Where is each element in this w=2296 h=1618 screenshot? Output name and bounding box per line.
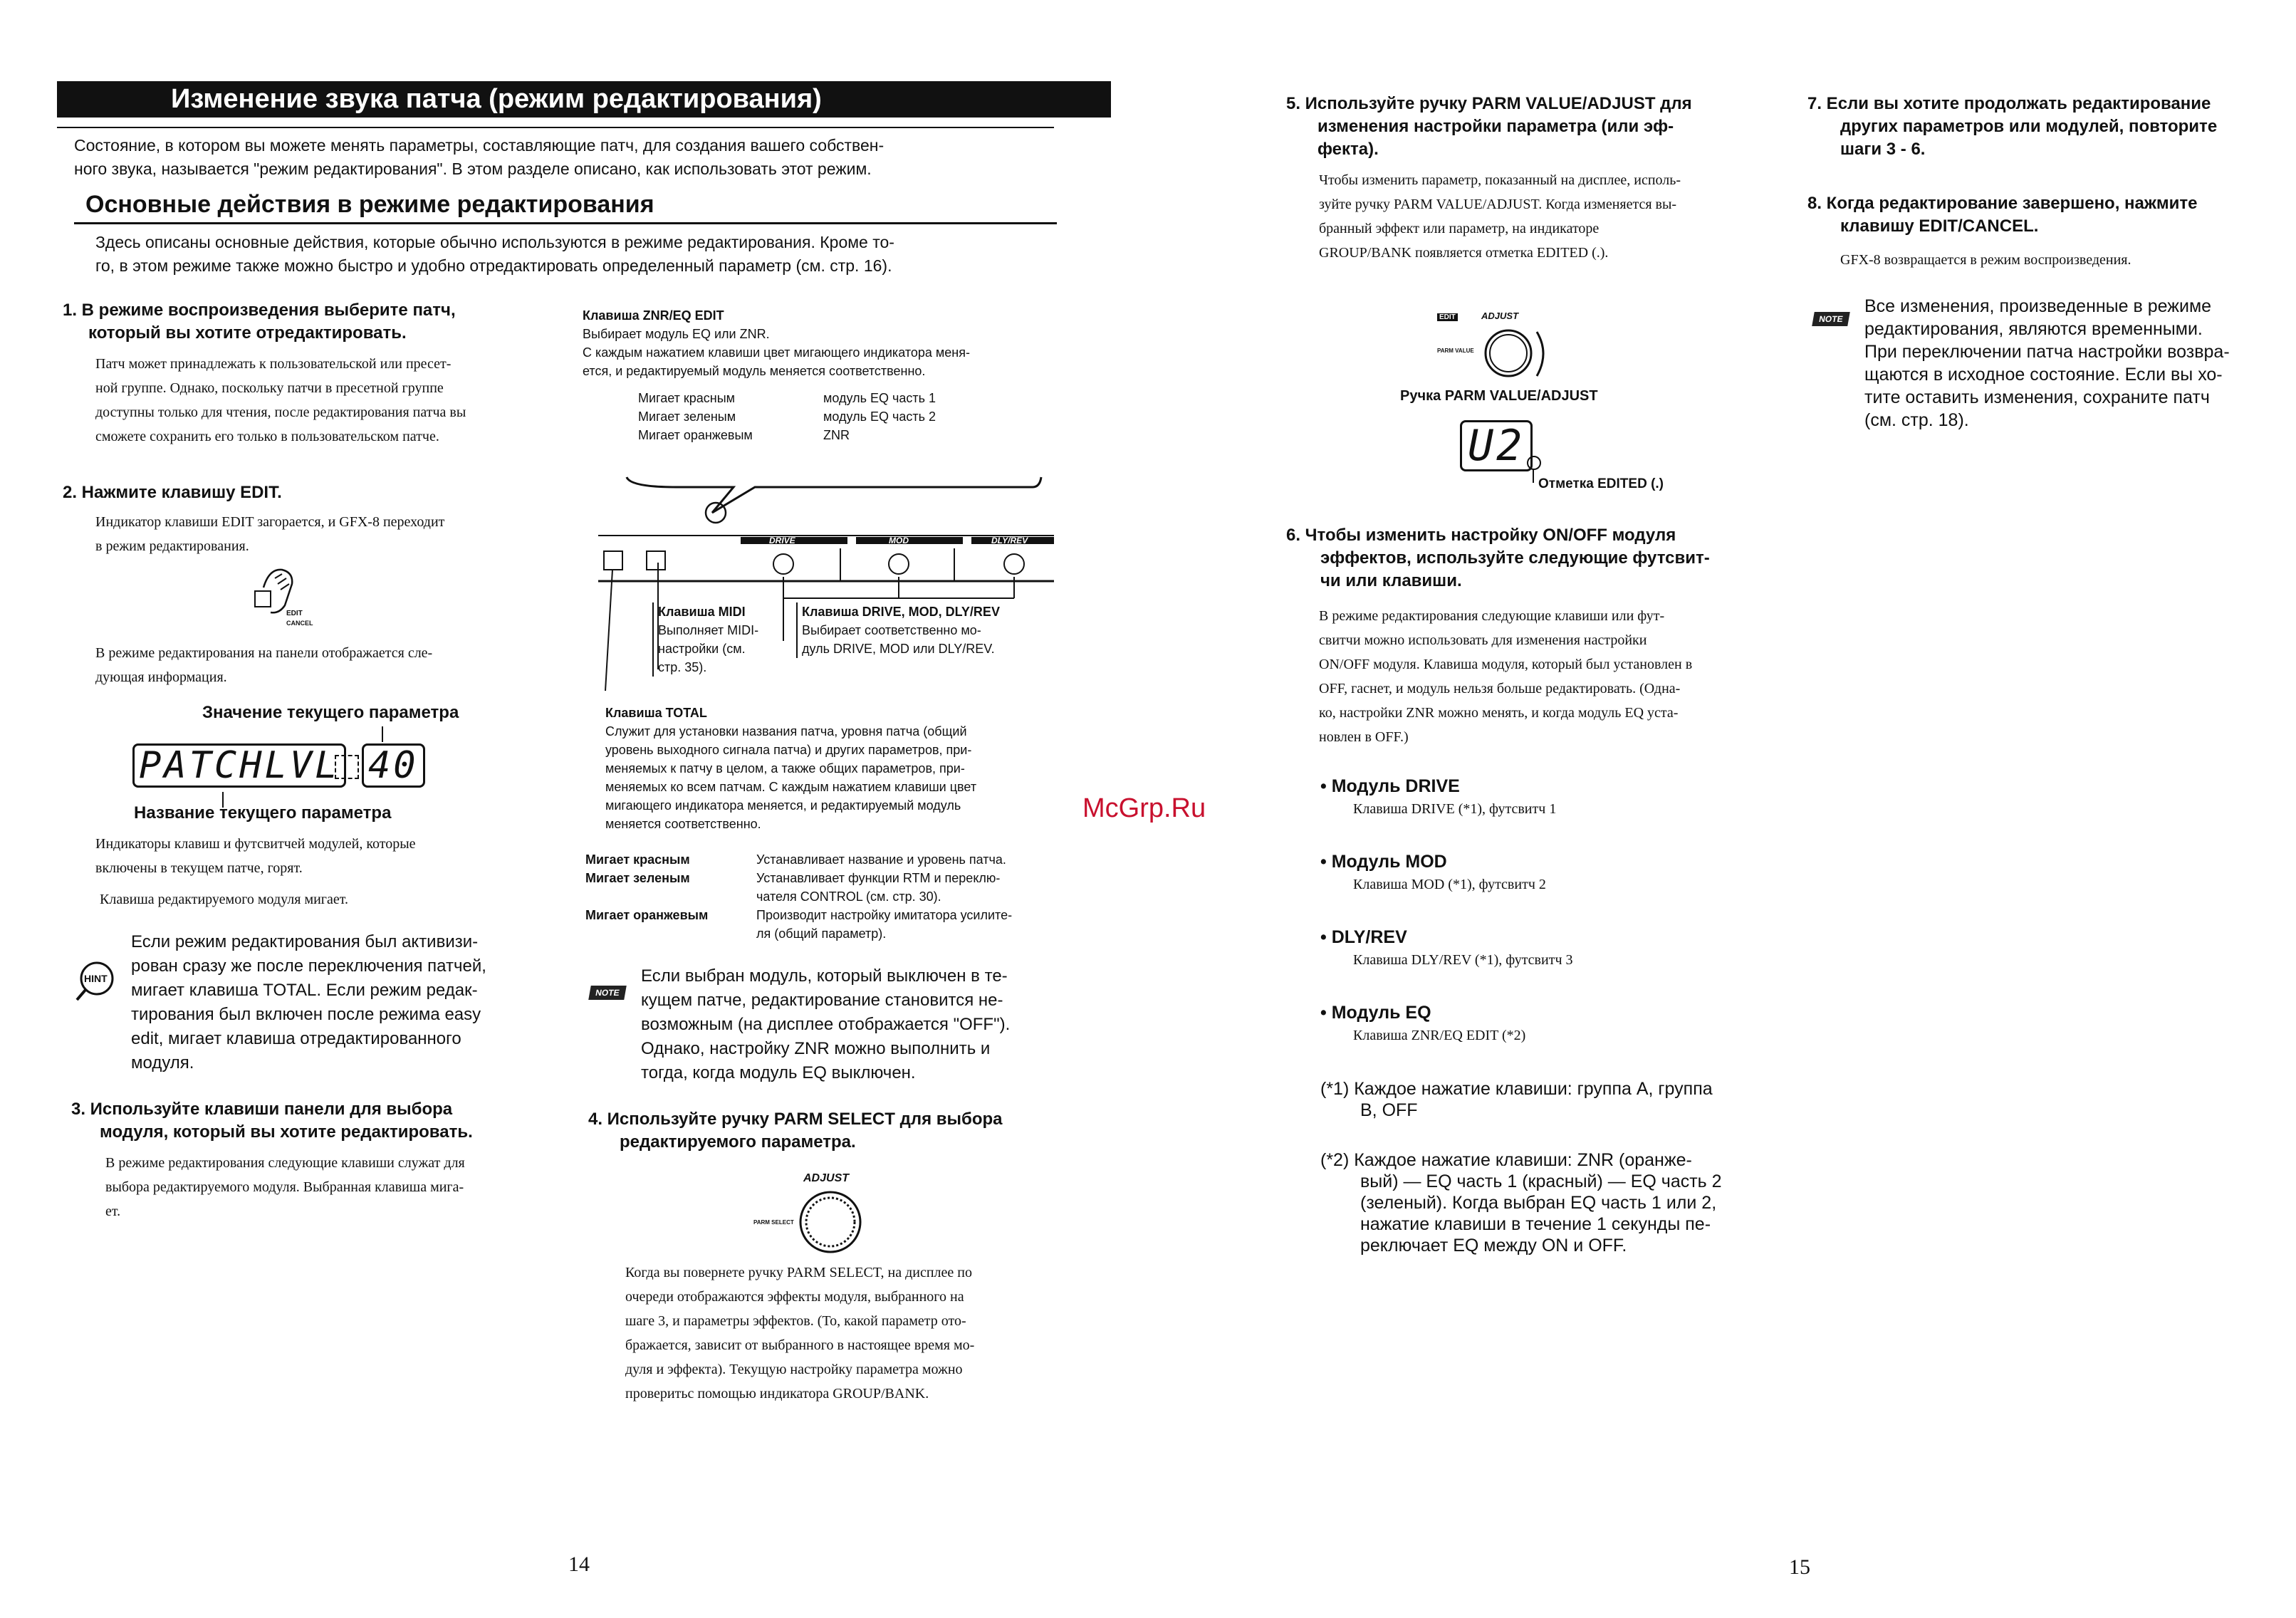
total-desc-line: уровень выходного сигнала патча) и других параметров, при- [605, 743, 972, 757]
step5-body-line: GROUP/BANK появляется отметка EDITED (.). [1319, 245, 1609, 261]
parm-value-knob-icon [1481, 322, 1553, 386]
step6-body-line: ON/OFF модуля. Клавиша модуля, который был установлен в [1319, 657, 1693, 672]
panel-label-dlyrev: DLY/REV [991, 536, 1028, 546]
total-table-row [585, 850, 1070, 869]
indicators-text [95, 832, 537, 880]
znr-desc-line: ется, и редактируемый модуль меняется соответственно. [583, 364, 926, 378]
lcd-param-name: PATCHLVL [132, 743, 346, 788]
note-text [1864, 295, 2263, 432]
step2-title: 2. Нажмите клавишу EDIT. [63, 483, 282, 502]
step8-body: GFX-8 возвращается в режим воспроизведения. [1840, 252, 2131, 268]
step4-body-line: проверитьс помощью индикатора GROUP/BANK. [625, 1386, 929, 1402]
lcd-divider [335, 755, 359, 779]
znr-key-title-text: Клавиша ZNR/EQ EDIT [583, 308, 724, 323]
parm-select-knob-icon [796, 1188, 865, 1256]
footnote-line: нажатие клавиши в течение 1 секунды пе- [1360, 1214, 1711, 1234]
total-key-title [605, 704, 707, 722]
step5-body-line: зуйте ручку PARM VALUE/ADJUST. Когда изменяется вы- [1319, 197, 1677, 212]
step3-body-line: В режиме редактирования следующие клавиши служат для [105, 1155, 465, 1171]
step8-title-line: 8. Когда редактирование завершено, нажмите [1807, 194, 2198, 213]
total-key-desc [605, 722, 1061, 833]
note-line: тите оставить изменения, сохраните патч [1864, 387, 2210, 407]
step5-body-line: Чтобы изменить параметр, показанный на дисплее, исполь- [1319, 172, 1681, 188]
note-line: возможным (на дисплее отображается "OFF"). [641, 1015, 1011, 1034]
midi-key-title: Клавиша MIDI [658, 605, 746, 619]
step4-body-line: дуля и эффекта). Текущую настройку параметра можно [625, 1362, 963, 1377]
midi-line: настройки (см. [658, 642, 746, 656]
drive-line: дуль DRIVE, MOD или DLY/REV. [802, 642, 995, 656]
footnote-line: (*2) Каждое нажатие клавиши: ZNR (оранже- [1320, 1150, 1692, 1170]
module-sub: Клавиша MOD (*1), футсвитч 2 [1353, 877, 1546, 892]
znr-state: Мигает зеленым [638, 409, 736, 424]
footnote-1 [1320, 1078, 1776, 1121]
page-number-right: 15 [1789, 1555, 1810, 1579]
hint-line: рован сразу же после переключения патчей, [131, 956, 486, 976]
module-item [1320, 776, 1748, 852]
step7-title [1807, 93, 2217, 161]
total-desc-line: мигающего индикатора меняется, и редактируемый модуль [605, 798, 961, 813]
step4-body [625, 1261, 1081, 1406]
module-sub: Клавиша DLY/REV (*1), футсвитч 3 [1353, 952, 1573, 968]
module-title: • Модуль DRIVE [1320, 776, 1460, 796]
step3-title-line: 3. Используйте клавиши панели для выбора [71, 1100, 453, 1119]
total-state-desc: Устанавливает название и уровень патча. [756, 852, 1006, 867]
step2-after [95, 641, 551, 689]
step6-body-line: В режиме редактирования следующие клавиши или фут- [1319, 608, 1665, 624]
note-line: Однако, настройку ZNR можно выполнить и [641, 1039, 991, 1058]
step1-body-line: доступны только для чтения, после редактирования патча вы [95, 404, 466, 420]
midi-key-icon [647, 551, 665, 570]
name-caption: Название текущего параметра [134, 803, 392, 823]
panel-label-drive: DRIVE [769, 536, 795, 546]
section-title: Основные действия в режиме редактирования [85, 191, 654, 218]
step5-body-line: бранный эффект или параметр, на индикаторе [1319, 221, 1600, 236]
note-line: кущем патче, редактирование становится не- [641, 991, 1003, 1010]
value-caption: Значение текущего параметра [202, 703, 459, 722]
hint-line: модуля. [131, 1053, 194, 1072]
step3-body-line: выбора редактируемого модуля. Выбранная клавиша мига- [105, 1179, 464, 1195]
lcd-display [128, 741, 427, 792]
step8-title-line: клавишу EDIT/CANCEL. [1840, 216, 2039, 236]
indicators-line: Индикаторы клавиш и футсвитчей модулей, которые [95, 836, 416, 852]
step1-body [95, 352, 534, 449]
note-line: Если выбран модуль, который выключен в те- [641, 966, 1008, 986]
step5-title [1286, 93, 1692, 161]
step4-title [588, 1108, 1002, 1154]
panel-label-mod: MOD [889, 536, 909, 546]
note-line: редактирования, являются временными. [1864, 319, 2203, 339]
znr-table-row [638, 389, 936, 407]
module-title: • Модуль MOD [1320, 852, 1447, 872]
page-number-left: 14 [568, 1552, 590, 1576]
page-title: Изменение звука патча (режим редактирования) [57, 81, 1111, 118]
footnote-line: В, OFF [1360, 1100, 1418, 1120]
drive-key-icon [773, 554, 793, 574]
parm-value-edit-label: EDIT [1437, 313, 1458, 321]
step6-body [1319, 604, 1765, 749]
cancel-key-label: CANCEL [286, 620, 313, 627]
intro-line: Состояние, в котором вы можете менять параметры, составляющие патч, для создания вашего собствен- [74, 136, 885, 155]
znr-state: Мигает красным [638, 391, 736, 405]
edited-caption: Отметка EDITED (.) [1538, 476, 1664, 491]
step4-title-line: 4. Используйте ручку PARM SELECT для выбора [588, 1110, 1003, 1129]
drive-key-title: Клавиша DRIVE, MOD, DLY/REV [802, 605, 1000, 619]
step2-body [95, 510, 551, 558]
module-item [1320, 927, 1748, 1003]
total-desc-line: меняемых к патчу в целом, а также общих параметров, при- [605, 761, 965, 776]
step3-title [71, 1098, 473, 1144]
znr-state: Мигает оранжевым [638, 428, 753, 442]
lcd-param-value: 40 [362, 743, 425, 788]
adjust-knob-label: ADJUST [803, 1172, 850, 1184]
znr-desc-line: Выбирает модуль EQ или ZNR. [583, 327, 770, 341]
footnote-line: (зеленый). Когда выбран EQ часть 1 или 2, [1360, 1193, 1717, 1213]
midi-line: Выполняет MIDI- [658, 623, 759, 637]
module-sub: Клавиша ZNR/EQ EDIT (*2) [1353, 1028, 1526, 1043]
total-desc-line: меняется соответственно. [605, 817, 761, 831]
step6-title [1286, 524, 1710, 593]
midi-key-callout [652, 602, 786, 677]
module-list [1320, 776, 1748, 1078]
note-line: Все изменения, произведенные в режиме [1864, 296, 2212, 316]
total-state: Мигает оранжевым [585, 908, 709, 922]
total-table-row [585, 906, 1070, 943]
total-table [585, 850, 1070, 943]
parm-select-label: PARM SELECT [753, 1219, 794, 1226]
znr-module: модуль EQ часть 1 [823, 391, 936, 405]
drive-key-callout [796, 602, 1058, 658]
znr-knob-icon [706, 503, 726, 523]
step6-body-line: свитчи можно использовать для изменения настройки [1319, 632, 1647, 648]
section-intro-line: Здесь описаны основные действия, которые обычно используются в режиме редактирования. Кроме то- [95, 233, 894, 251]
dlyrev-key-icon [1004, 554, 1024, 574]
note-text [641, 964, 1082, 1085]
hint-line: edit, мигает клавиша отредактированного [131, 1029, 461, 1048]
total-desc-line: меняемых ко всем патчам. С каждым нажатием клавиши цвет [605, 780, 977, 794]
step5-title-line: 5. Используйте ручку PARM VALUE/ADJUST для [1286, 94, 1692, 113]
step7-title-line: 7. Если вы хотите продолжать редактирование [1807, 94, 2211, 113]
step6-title-line: чи или клавиши. [1320, 571, 1462, 590]
note-icon: NOTE [1812, 312, 1850, 326]
step4-body-line: шаге 3, и параметры эффектов. (То, какой параметр ото- [625, 1313, 966, 1329]
edited-pointer [1533, 469, 1534, 483]
hint-icon [73, 959, 117, 1003]
step5-title-line: фекта). [1317, 140, 1379, 159]
drive-line: Выбирает соответственно мо- [802, 623, 981, 637]
mod-key-icon [889, 554, 909, 574]
edit-key-label: EDIT [286, 610, 303, 617]
znr-table [638, 389, 936, 444]
intro-text [74, 134, 1071, 181]
intro-line: ного звука, называется "режим редактирования". В этом разделе описано, как использовать этот режим. [74, 160, 872, 178]
parm-value-caption: Ручка PARM VALUE/ADJUST [1400, 388, 1598, 404]
step2-after-line: дующая информация. [95, 669, 227, 685]
total-state: Мигает зеленым [585, 871, 690, 885]
step4-body-line: очереди отображаются эффекты модуля, выбранного на [625, 1289, 964, 1305]
section-intro-line: го, в этом режиме также можно быстро и удобно отредактировать определенный параметр (см. стр. 16). [95, 256, 892, 275]
znr-key-desc [583, 325, 1053, 380]
edited-dot-marker [1527, 456, 1541, 470]
step5-body [1319, 168, 1765, 265]
note-icon: NOTE [588, 986, 627, 1000]
parm-value-adjust-label: ADJUST [1481, 310, 1519, 321]
total-state: Мигает красным [585, 852, 690, 867]
step1-body-line: ной группе. Однако, поскольку патчи в пресетной группе [95, 380, 444, 396]
footnote-line: вый) — EQ часть 1 (красный) — EQ часть 2 [1360, 1171, 1722, 1191]
hint-line: Если режим редактирования был активизи- [131, 932, 479, 951]
znr-module: ZNR [823, 428, 850, 442]
step2-body-line: Индикатор клавиши EDIT загорается, и GFX-8 переходит [95, 514, 445, 530]
module-title: • DLY/REV [1320, 927, 1407, 947]
title-underline [57, 127, 1054, 128]
parm-value-side-label: PARM VALUE [1437, 348, 1474, 354]
step1-body-line: Патч может принадлежать к пользовательской или пресет- [95, 356, 452, 372]
total-state-desc: Устанавливает функции RTM и переклю- [756, 871, 1001, 885]
note-line: При переключении патча настройки возвра- [1864, 342, 2230, 362]
step7-title-line: других параметров или модулей, повторите [1840, 117, 2218, 136]
step6-title-line: эффектов, используйте следующие футсвит- [1320, 548, 1710, 568]
value-pointer-line [382, 726, 383, 742]
edit-key-illustration [235, 563, 342, 634]
znr-table-row [638, 426, 936, 444]
note-line: (см. стр. 18). [1864, 410, 1969, 430]
footnote-line: (*1) Каждое нажатие клавиши: группа А, группа [1320, 1079, 1713, 1099]
watermark: McGrp.Ru [1082, 793, 1206, 823]
step3-title-line: модуля, который вы хотите редактировать. [100, 1122, 473, 1142]
group-bank-display: U2 [1460, 420, 1533, 471]
midi-line: стр. 35). [658, 660, 707, 674]
note-line: щаются в исходное состояние. Если вы хо- [1864, 365, 2223, 385]
znr-module: модуль EQ часть 2 [823, 409, 936, 424]
blink-text: Клавиша редактируемого модуля мигает. [100, 892, 349, 907]
step6-body-line: ко, настройки ZNR можно менять, и когда модуль EQ уста- [1319, 705, 1679, 721]
section-underline [74, 222, 1057, 224]
hint-text [131, 930, 558, 1075]
step6-body-line: новлен в OFF.) [1319, 729, 1409, 745]
hint-line: тирования был включен после режима easy [131, 1005, 481, 1024]
znr-table-row [638, 407, 936, 426]
section-intro [95, 231, 1078, 278]
total-state-desc: Производит настройку имитатора усилите- [756, 908, 1013, 922]
total-key-icon [604, 551, 622, 570]
module-item [1320, 1003, 1748, 1078]
step2-body-line: в режим редактирования. [95, 538, 249, 554]
total-state-desc: чателя CONTROL (см. стр. 30). [756, 889, 941, 904]
note-line: тогда, когда модуль EQ выключен. [641, 1063, 916, 1082]
step1-title-line: 1. В режиме воспроизведения выберите патч, [63, 301, 456, 320]
footnote-2 [1320, 1149, 1776, 1256]
step1-title [63, 299, 456, 345]
step6-body-line: OFF, гаснет, и модуль нельзя больше редактировать. (Одна- [1319, 681, 1681, 696]
hint-line: мигает клавиша TOTAL. Если режим редак- [131, 981, 478, 1000]
step5-title-line: изменения настройки параметра (или эф- [1317, 117, 1674, 136]
total-desc-line: Служит для установки названия патча, уровня патча (общий [605, 724, 967, 738]
step4-body-line: Когда вы повернете ручку PARM SELECT, на дисплее по [625, 1265, 972, 1280]
step3-body-line: ет. [105, 1204, 121, 1219]
module-sub: Клавиша DRIVE (*1), футсвитч 1 [1353, 801, 1557, 817]
step1-title-line: который вы хотите отредактировать. [88, 323, 407, 343]
footnote-line: реключает EQ между ON и OFF. [1360, 1236, 1627, 1256]
znr-key-title [583, 306, 724, 325]
step2-after-line: В режиме редактирования на панели отображается сле- [95, 645, 433, 661]
total-table-row [585, 869, 1070, 906]
total-key-title-text: Клавиша TOTAL [605, 706, 707, 720]
hint-icon-label: HINT [84, 973, 108, 984]
indicators-line: включены в текущем патче, горят. [95, 860, 303, 876]
step1-body-line: сможете сохранить его только в пользовательском патче. [95, 429, 439, 444]
step4-title-line: редактируемого параметра. [620, 1132, 856, 1152]
module-title: • Модуль EQ [1320, 1003, 1431, 1023]
step7-title-line: шаги 3 - 6. [1840, 140, 1926, 159]
znr-desc-line: С каждым нажатием клавиши цвет мигающего индикатора меня- [583, 345, 970, 360]
module-item [1320, 852, 1748, 927]
step4-body-line: бражается, зависит от выбранного в настоящее время мо- [625, 1337, 975, 1353]
step6-title-line: 6. Чтобы изменить настройку ON/OFF модуля [1286, 526, 1676, 545]
step3-body [105, 1151, 540, 1223]
total-state-desc: ля (общий параметр). [756, 927, 887, 941]
step8-title [1807, 192, 2198, 238]
